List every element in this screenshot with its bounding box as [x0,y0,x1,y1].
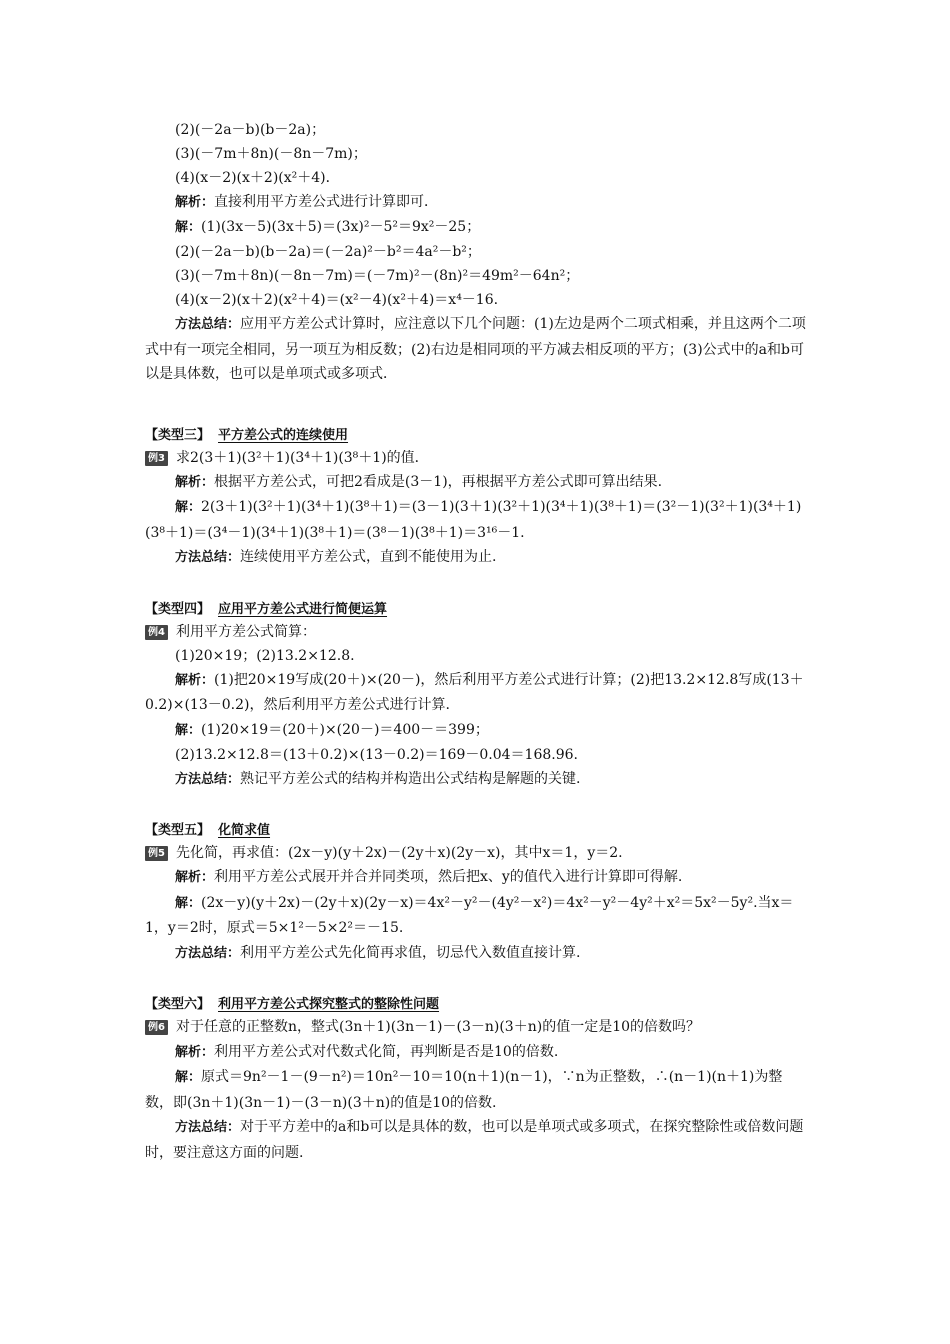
analysis-label: 解析： [175,195,215,210]
analysis-text: 直接利用平方差公式进行计算即可． [214,194,439,210]
section-bracket: 【类型三】 [145,427,211,443]
example-question [145,841,810,865]
question-extra: (1)20×19；(2)13.2×12.8. [175,647,355,664]
method-text: 应用平方差公式计算时，应注意以下几个问题：(1)左边是两个二项式相乘，并且这两个二项式中有一项完全相同，另一项互为相反数；(2)右边是相同项的平方减去相反项的平方；(3)公式中的a和b可以是具体数，也可以是单项式或多项式． [145,316,806,382]
solution-line: (4)(x－2)(x＋2)(x²＋4)＝(x²－4)(x²＋4)＝x⁴－16. [175,292,499,308]
example-question [145,446,810,470]
problem-line: (4)(x－2)(x＋2)(x²＋4)． [175,170,340,186]
method-label: 方法总结： [175,550,241,565]
analysis-text: 利用平方差公式对代数式化简，再判断是否是10的倍数. [214,1043,559,1060]
section-title: 平方差公式的连续使用 [218,427,349,443]
method-label: 方法总结： [175,945,241,961]
method-text: 利用平方差公式先化简再求值，切忌代入数值直接计算. [240,944,581,961]
analysis-line [145,470,810,496]
method-summary [145,545,810,571]
method-summary [145,312,810,387]
solution-text: 2(3＋1)(3²＋1)(3⁴＋1)(3⁸＋1)＝(3－1)(3＋1)(3²＋1)(3⁴＋1)(3⁸＋1)＝(3²－1)(3²＋1)(3⁴＋1)(3⁸＋1)＝(3⁴－1)(3⁴＋1)(3⁸＋1)＝(3⁸－1)(3⁸＋1)＝3¹⁶－1. [145,499,802,541]
solution-block [145,1065,810,1115]
problem-line: (2)(－2a－b)(b－2a)； [175,122,326,138]
section-heading [145,599,810,620]
method-text: 连续使用平方差公式，直到不能使用为止. [240,549,497,565]
question-text: 对于任意的正整数n，整式(3n＋1)(3n－1)－(3－n)(3＋n)的值一定是10的倍数吗？ [175,1019,701,1035]
method-label: 方法总结： [175,1120,241,1135]
solution-line [145,215,810,240]
section-heading [145,820,810,841]
section-heading [145,994,810,1015]
example-badge: 例6 [145,1020,168,1035]
section-bracket: 【类型四】 [145,601,211,617]
question-text: 利用平方差公式简算： [175,623,316,640]
solution-label: 解： [175,220,202,235]
solution-label: 解： [175,895,202,911]
analysis-line [145,1040,810,1066]
analysis-text: 利用平方差公式展开并合并同类项，然后把x、y的值代入进行计算即可得解. [214,869,683,885]
section-bracket: 【类型五】 [145,823,211,838]
analysis-label: 解析： [175,1044,215,1060]
analysis-label: 解析： [175,672,215,688]
example-question [145,1015,810,1040]
section-title: 应用平方差公式进行简便运算 [218,601,388,617]
analysis-line [145,865,810,891]
solution-block [145,495,810,545]
method-label: 方法总结： [175,771,241,787]
analysis-line [145,668,810,718]
method-text: 熟记平方差公式的结构并构造出公式结构是解题的关键. [240,770,581,787]
method-summary [145,1115,810,1165]
example-question [145,620,810,644]
example-badge: 例5 [145,846,168,861]
solution-line: (3)(－7m＋8n)(－8n－7m)＝(－7m)²－(8n)²＝49m²－64n²； [175,268,580,284]
solution-label: 解： [175,722,202,738]
problem-line: (3)(－7m＋8n)(－8n－7m)； [175,146,367,162]
section-bracket: 【类型六】 [145,997,211,1012]
section-title: 利用平方差公式探究整式的整除性问题 [218,997,440,1012]
section-heading [145,425,810,446]
analysis-label: 解析： [175,474,215,490]
method-summary [145,941,810,967]
method-text: 对于平方差中的a和b可以是具体的数，也可以是单项式或多项式，在探究整除性或倍数问题时，要注意这方面的问题. [145,1119,804,1161]
question-text: 先化简，再求值：(2x－y)(y＋2x)－(2y＋x)(2y－x)，其中x＝1，y＝2. [175,845,623,861]
document-page [145,118,810,1165]
solution-text: (1)(3x－5)(3x＋5)＝(3x)²－5²＝9x²－25； [201,219,481,235]
solution-block [145,891,810,941]
solution-text: (2x－y)(y＋2x)－(2y＋x)(2y－x)＝4x²－y²－(4y²－x²)＝4x²－y²－4y²＋x²＝5x²－5y².当x＝1，y＝2时，原式＝5×1²－5×2²＝－15. [145,894,794,936]
solution-text: (1)20×19＝(20＋)×(20－)＝400－＝399； [201,721,489,738]
solution-line: (2)(－2a－b)(b－2a)＝(－2a)²－b²＝4a²－b²； [175,244,481,260]
method-label: 方法总结： [175,317,241,332]
analysis-label: 解析： [175,870,215,885]
analysis-text: 根据平方差公式，可把2看成是(3－1)，再根据平方差公式即可算出结果. [214,473,663,490]
analysis-text: (1)把20×19写成(20＋)×(20－)，然后利用平方差公式进行计算；(2)把13.2×12.8写成(13＋0.2)×(13－0.2)，然后利用平方差公式进行计算. [145,671,804,713]
method-summary [145,767,810,793]
analysis-line [145,190,810,215]
section-title: 化简求值 [218,823,271,838]
solution-label: 解： [175,1070,202,1085]
solution-label: 解： [175,500,202,515]
solution-text: 原式＝9n²－1－(9－n²)＝10n²－10＝10(n＋1)(n－1)，∵n为正整数，∴(n－1)(n＋1)为整数，即(3n＋1)(3n－1)－(3－n)(3＋n)的值是10的倍数. [145,1069,783,1111]
solution-line: (2)13.2×12.8＝(13＋0.2)×(13－0.2)＝169－0.04＝168.96. [175,746,578,763]
solution-line [145,718,810,743]
example-badge: 例3 [145,451,168,466]
example-badge: 例4 [145,625,168,640]
question-text: 求2(3＋1)(3²＋1)(3⁴＋1)(3⁸＋1)的值． [175,449,429,466]
